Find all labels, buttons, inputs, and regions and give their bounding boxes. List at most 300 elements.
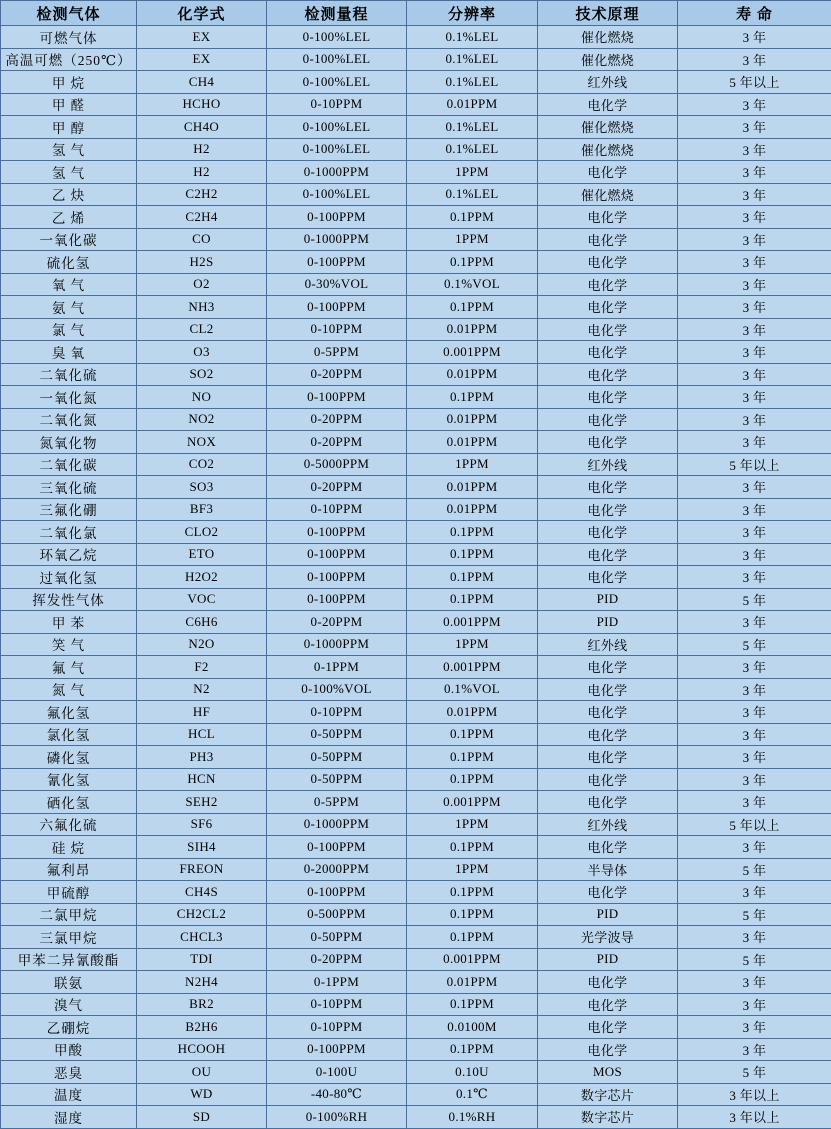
cell-gas-name: 氮 气 [1,678,137,701]
table-row [1,1016,831,1039]
table-row [1,521,831,544]
cell-detection-range: 0-1000PPM [267,633,407,656]
cell-technology-principle: 电化学 [538,363,678,386]
cell-detection-range: 0-1000PPM [267,228,407,251]
cell-technology-principle: 电化学 [538,498,678,521]
cell-detection-range: 0-20PPM [267,948,407,971]
cell-resolution: 0.01PPM [407,93,538,116]
cell-chemical-formula: C2H4 [137,206,267,229]
cell-technology-principle: 电化学 [538,408,678,431]
cell-technology-principle: 电化学 [538,296,678,319]
cell-technology-principle: 催化燃烧 [538,183,678,206]
cell-detection-range: 0-10PPM [267,318,407,341]
cell-technology-principle: 电化学 [538,161,678,184]
cell-lifetime: 3 年 [678,768,831,791]
table-row [1,948,831,971]
cell-chemical-formula: SIH4 [137,836,267,859]
cell-lifetime: 5 年 [678,633,831,656]
cell-chemical-formula: HCHO [137,93,267,116]
cell-technology-principle: 电化学 [538,521,678,544]
cell-lifetime: 3 年 [678,93,831,116]
table-row [1,971,831,994]
cell-lifetime: 3 年 [678,48,831,71]
cell-gas-name: 二氧化氮 [1,408,137,431]
table-row [1,453,831,476]
cell-chemical-formula: CO [137,228,267,251]
table-body [1,26,831,1129]
table-row [1,206,831,229]
cell-technology-principle: 红外线 [538,813,678,836]
cell-chemical-formula: B2H6 [137,1016,267,1039]
cell-technology-principle: 电化学 [538,1038,678,1061]
cell-detection-range: 0-30%VOL [267,273,407,296]
cell-detection-range: 0-5000PPM [267,453,407,476]
cell-gas-name: 氢 气 [1,161,137,184]
cell-detection-range: 0-10PPM [267,93,407,116]
cell-chemical-formula: NH3 [137,296,267,319]
table-row [1,836,831,859]
cell-resolution: 0.01PPM [407,476,538,499]
cell-resolution: 0.001PPM [407,341,538,364]
cell-detection-range: 0-1PPM [267,656,407,679]
table-row [1,138,831,161]
cell-chemical-formula: NOX [137,431,267,454]
cell-gas-name: 三氟化硼 [1,498,137,521]
cell-resolution: 0.1PPM [407,251,538,274]
cell-gas-name: 高温可燃（250℃） [1,48,137,71]
cell-detection-range: 0-100%VOL [267,678,407,701]
cell-detection-range: 0-100%LEL [267,138,407,161]
table-row [1,678,831,701]
cell-detection-range: 0-50PPM [267,768,407,791]
cell-chemical-formula: BR2 [137,993,267,1016]
cell-detection-range: 0-100PPM [267,1038,407,1061]
cell-gas-name: 甲 烷 [1,71,137,94]
cell-detection-range: 0-100PPM [267,251,407,274]
cell-lifetime: 3 年 [678,656,831,679]
cell-detection-range: 0-100PPM [267,836,407,859]
table-row [1,993,831,1016]
table-row [1,858,831,881]
cell-technology-principle: 电化学 [538,656,678,679]
cell-chemical-formula: H2 [137,138,267,161]
cell-chemical-formula: CL2 [137,318,267,341]
table-row [1,71,831,94]
cell-gas-name: 甲酸 [1,1038,137,1061]
cell-detection-range: 0-10PPM [267,1016,407,1039]
cell-resolution: 0.0100M [407,1016,538,1039]
cell-resolution: 0.1%LEL [407,26,538,49]
table-row [1,881,831,904]
cell-detection-range: 0-100%LEL [267,183,407,206]
cell-lifetime: 3 年 [678,1038,831,1061]
column-header-formula: 化学式 [137,1,267,26]
cell-chemical-formula: HF [137,701,267,724]
cell-technology-principle: 电化学 [538,993,678,1016]
cell-resolution: 0.01PPM [407,318,538,341]
column-header-principle: 技术原理 [538,1,678,26]
cell-technology-principle: PID [538,903,678,926]
cell-gas-name: 氟利昂 [1,858,137,881]
cell-chemical-formula: SF6 [137,813,267,836]
cell-detection-range: 0-10PPM [267,498,407,521]
cell-detection-range: 0-10PPM [267,993,407,1016]
cell-technology-principle: 催化燃烧 [538,48,678,71]
cell-gas-name: 臭 氧 [1,341,137,364]
cell-resolution: 0.01PPM [407,363,538,386]
cell-lifetime: 3 年 [678,26,831,49]
cell-gas-name: 氮氧化物 [1,431,137,454]
table-row [1,476,831,499]
table-row [1,296,831,319]
cell-lifetime: 3 年 [678,566,831,589]
cell-resolution: 0.1%LEL [407,116,538,139]
table-header-row [1,1,831,26]
cell-technology-principle: 电化学 [538,431,678,454]
table-row [1,926,831,949]
table-row [1,791,831,814]
cell-chemical-formula: N2H4 [137,971,267,994]
cell-gas-name: 溴气 [1,993,137,1016]
cell-lifetime: 3 年 [678,611,831,634]
cell-gas-name: 硫化氢 [1,251,137,274]
cell-technology-principle: 催化燃烧 [538,138,678,161]
table-row [1,566,831,589]
table-row [1,656,831,679]
table-row [1,543,831,566]
cell-gas-name: 挥发性气体 [1,588,137,611]
cell-lifetime: 3 年 [678,746,831,769]
cell-detection-range: 0-1000PPM [267,813,407,836]
cell-resolution: 0.1PPM [407,1038,538,1061]
cell-lifetime: 3 年 [678,183,831,206]
cell-resolution: 0.1PPM [407,296,538,319]
cell-chemical-formula: NO2 [137,408,267,431]
cell-resolution: 0.1PPM [407,768,538,791]
cell-resolution: 0.1℃ [407,1083,538,1106]
cell-technology-principle: 催化燃烧 [538,26,678,49]
cell-gas-name: 氧 气 [1,273,137,296]
cell-detection-range: 0-20PPM [267,408,407,431]
cell-resolution: 1PPM [407,813,538,836]
cell-gas-name: 二氧化硫 [1,363,137,386]
cell-detection-range: 0-50PPM [267,926,407,949]
cell-lifetime: 3 年 [678,116,831,139]
cell-chemical-formula: SO3 [137,476,267,499]
cell-gas-name: 甲硫醇 [1,881,137,904]
cell-resolution: 1PPM [407,858,538,881]
cell-resolution: 0.1PPM [407,903,538,926]
table-row [1,1038,831,1061]
table-header [1,1,831,26]
cell-lifetime: 3 年 [678,723,831,746]
cell-technology-principle: 电化学 [538,971,678,994]
cell-chemical-formula: WD [137,1083,267,1106]
cell-detection-range: 0-100%RH [267,1106,407,1129]
cell-resolution: 0.01PPM [407,971,538,994]
cell-chemical-formula: CLO2 [137,521,267,544]
table-row [1,26,831,49]
column-header-lifetime: 寿 命 [678,1,831,26]
table-row [1,588,831,611]
cell-lifetime: 3 年 [678,678,831,701]
cell-gas-name: 氨 气 [1,296,137,319]
cell-chemical-formula: SO2 [137,363,267,386]
cell-lifetime: 3 年以上 [678,1106,831,1129]
cell-detection-range: 0-100PPM [267,296,407,319]
cell-resolution: 0.1PPM [407,993,538,1016]
cell-chemical-formula: H2 [137,161,267,184]
cell-resolution: 1PPM [407,228,538,251]
cell-lifetime: 5 年 [678,903,831,926]
cell-gas-name: 乙 烯 [1,206,137,229]
cell-technology-principle: 电化学 [538,881,678,904]
cell-gas-name: 恶臭 [1,1061,137,1084]
cell-resolution: 0.1PPM [407,521,538,544]
cell-lifetime: 3 年 [678,521,831,544]
cell-lifetime: 3 年 [678,431,831,454]
cell-gas-name: 二氧化碳 [1,453,137,476]
cell-gas-name: 笑 气 [1,633,137,656]
cell-detection-range: 0-1000PPM [267,161,407,184]
cell-chemical-formula: SD [137,1106,267,1129]
cell-gas-name: 一氧化碳 [1,228,137,251]
cell-lifetime: 3 年 [678,543,831,566]
cell-lifetime: 5 年 [678,858,831,881]
cell-gas-name: 二氧化氯 [1,521,137,544]
cell-chemical-formula: CH4 [137,71,267,94]
cell-gas-name: 甲 苯 [1,611,137,634]
cell-technology-principle: 电化学 [538,746,678,769]
cell-technology-principle: MOS [538,1061,678,1084]
cell-chemical-formula: TDI [137,948,267,971]
cell-gas-name: 联氨 [1,971,137,994]
cell-chemical-formula: ETO [137,543,267,566]
table-row [1,746,831,769]
cell-chemical-formula: O3 [137,341,267,364]
table-row [1,431,831,454]
cell-resolution: 0.1%LEL [407,138,538,161]
cell-lifetime: 3 年 [678,476,831,499]
cell-gas-name: 环氧乙烷 [1,543,137,566]
cell-gas-name: 甲 醇 [1,116,137,139]
cell-resolution: 0.001PPM [407,948,538,971]
cell-lifetime: 3 年 [678,363,831,386]
cell-resolution: 0.1PPM [407,566,538,589]
cell-detection-range: 0-1PPM [267,971,407,994]
cell-resolution: 0.01PPM [407,408,538,431]
cell-detection-range: 0-100PPM [267,588,407,611]
table-row [1,1061,831,1084]
cell-chemical-formula: PH3 [137,746,267,769]
table-row [1,116,831,139]
cell-lifetime: 3 年 [678,273,831,296]
cell-technology-principle: 电化学 [538,1016,678,1039]
cell-lifetime: 5 年 [678,1061,831,1084]
cell-lifetime: 5 年 [678,948,831,971]
cell-chemical-formula: N2O [137,633,267,656]
cell-detection-range: 0-20PPM [267,431,407,454]
cell-lifetime: 3 年 [678,251,831,274]
cell-resolution: 0.01PPM [407,498,538,521]
cell-gas-name: 乙硼烷 [1,1016,137,1039]
table-row [1,633,831,656]
cell-detection-range: 0-100%LEL [267,116,407,139]
cell-resolution: 0.1PPM [407,836,538,859]
cell-gas-name: 磷化氢 [1,746,137,769]
cell-chemical-formula: H2S [137,251,267,274]
cell-technology-principle: 电化学 [538,386,678,409]
cell-resolution: 0.1%LEL [407,71,538,94]
cell-technology-principle: 电化学 [538,476,678,499]
cell-chemical-formula: VOC [137,588,267,611]
cell-resolution: 0.001PPM [407,791,538,814]
cell-gas-name: 过氧化氢 [1,566,137,589]
cell-resolution: 0.1PPM [407,881,538,904]
table-row [1,903,831,926]
cell-chemical-formula: NO [137,386,267,409]
cell-gas-name: 氯 气 [1,318,137,341]
cell-detection-range: 0-20PPM [267,476,407,499]
cell-chemical-formula: N2 [137,678,267,701]
cell-resolution: 1PPM [407,161,538,184]
cell-technology-principle: 电化学 [538,836,678,859]
cell-chemical-formula: FREON [137,858,267,881]
cell-chemical-formula: CH4S [137,881,267,904]
cell-chemical-formula: C6H6 [137,611,267,634]
cell-chemical-formula: EX [137,48,267,71]
cell-lifetime: 3 年 [678,408,831,431]
cell-detection-range: 0-100PPM [267,206,407,229]
cell-lifetime: 3 年 [678,1016,831,1039]
table-row [1,183,831,206]
cell-detection-range: 0-100U [267,1061,407,1084]
table-row [1,93,831,116]
cell-lifetime: 3 年 [678,498,831,521]
cell-detection-range: 0-100PPM [267,881,407,904]
cell-detection-range: 0-100PPM [267,386,407,409]
cell-detection-range: 0-50PPM [267,723,407,746]
cell-detection-range: -40-80℃ [267,1083,407,1106]
cell-chemical-formula: HCOOH [137,1038,267,1061]
cell-technology-principle: 电化学 [538,318,678,341]
cell-technology-principle: PID [538,588,678,611]
cell-technology-principle: 半导体 [538,858,678,881]
cell-technology-principle: 红外线 [538,71,678,94]
cell-lifetime: 3 年 [678,971,831,994]
cell-detection-range: 0-5PPM [267,341,407,364]
cell-resolution: 0.01PPM [407,431,538,454]
cell-resolution: 0.1PPM [407,543,538,566]
cell-technology-principle: 电化学 [538,206,678,229]
table-row [1,386,831,409]
cell-resolution: 0.1%VOL [407,273,538,296]
cell-technology-principle: 数字芯片 [538,1083,678,1106]
cell-technology-principle: 电化学 [538,768,678,791]
cell-resolution: 0.1%RH [407,1106,538,1129]
cell-detection-range: 0-10PPM [267,701,407,724]
cell-technology-principle: 电化学 [538,251,678,274]
cell-resolution: 0.1PPM [407,386,538,409]
table-row [1,701,831,724]
cell-detection-range: 0-100%LEL [267,71,407,94]
cell-resolution: 0.1PPM [407,723,538,746]
cell-detection-range: 0-20PPM [267,611,407,634]
table-row [1,273,831,296]
column-header-resolution: 分辨率 [407,1,538,26]
cell-detection-range: 0-5PPM [267,791,407,814]
column-header-range: 检测量程 [267,1,407,26]
cell-gas-name: 一氧化氮 [1,386,137,409]
cell-lifetime: 3 年以上 [678,1083,831,1106]
cell-technology-principle: 电化学 [538,273,678,296]
cell-lifetime: 3 年 [678,296,831,319]
cell-technology-principle: PID [538,611,678,634]
cell-gas-name: 六氟化硫 [1,813,137,836]
cell-technology-principle: 电化学 [538,228,678,251]
table-row [1,723,831,746]
cell-lifetime: 3 年 [678,206,831,229]
cell-resolution: 0.1PPM [407,746,538,769]
cell-gas-name: 氟 气 [1,656,137,679]
cell-gas-name: 甲 醛 [1,93,137,116]
cell-technology-principle: 数字芯片 [538,1106,678,1129]
cell-lifetime: 5 年 [678,588,831,611]
cell-detection-range: 0-2000PPM [267,858,407,881]
cell-detection-range: 0-100PPM [267,543,407,566]
cell-chemical-formula: CH2CL2 [137,903,267,926]
cell-lifetime: 3 年 [678,701,831,724]
cell-technology-principle: PID [538,948,678,971]
table-row [1,228,831,251]
cell-technology-principle: 催化燃烧 [538,116,678,139]
cell-technology-principle: 电化学 [538,723,678,746]
table-row [1,813,831,836]
table-row [1,408,831,431]
table-row [1,611,831,634]
cell-technology-principle: 电化学 [538,93,678,116]
table-row [1,341,831,364]
cell-detection-range: 0-20PPM [267,363,407,386]
cell-lifetime: 5 年以上 [678,813,831,836]
cell-detection-range: 0-100%LEL [267,48,407,71]
cell-technology-principle: 电化学 [538,341,678,364]
cell-technology-principle: 电化学 [538,678,678,701]
cell-technology-principle: 红外线 [538,633,678,656]
cell-technology-principle: 电化学 [538,543,678,566]
cell-detection-range: 0-100%LEL [267,26,407,49]
cell-chemical-formula: HCN [137,768,267,791]
cell-lifetime: 3 年 [678,993,831,1016]
cell-resolution: 0.1PPM [407,588,538,611]
cell-gas-name: 甲苯二异氰酸酯 [1,948,137,971]
cell-lifetime: 5 年以上 [678,453,831,476]
cell-gas-name: 三氯甲烷 [1,926,137,949]
cell-resolution: 0.01PPM [407,701,538,724]
table-row [1,161,831,184]
cell-gas-name: 湿度 [1,1106,137,1129]
cell-detection-range: 0-100PPM [267,566,407,589]
table-row [1,251,831,274]
cell-gas-name: 硅 烷 [1,836,137,859]
cell-lifetime: 3 年 [678,881,831,904]
cell-detection-range: 0-50PPM [267,746,407,769]
cell-chemical-formula: C2H2 [137,183,267,206]
cell-gas-name: 乙 炔 [1,183,137,206]
cell-chemical-formula: SEH2 [137,791,267,814]
cell-lifetime: 3 年 [678,138,831,161]
cell-resolution: 1PPM [407,453,538,476]
